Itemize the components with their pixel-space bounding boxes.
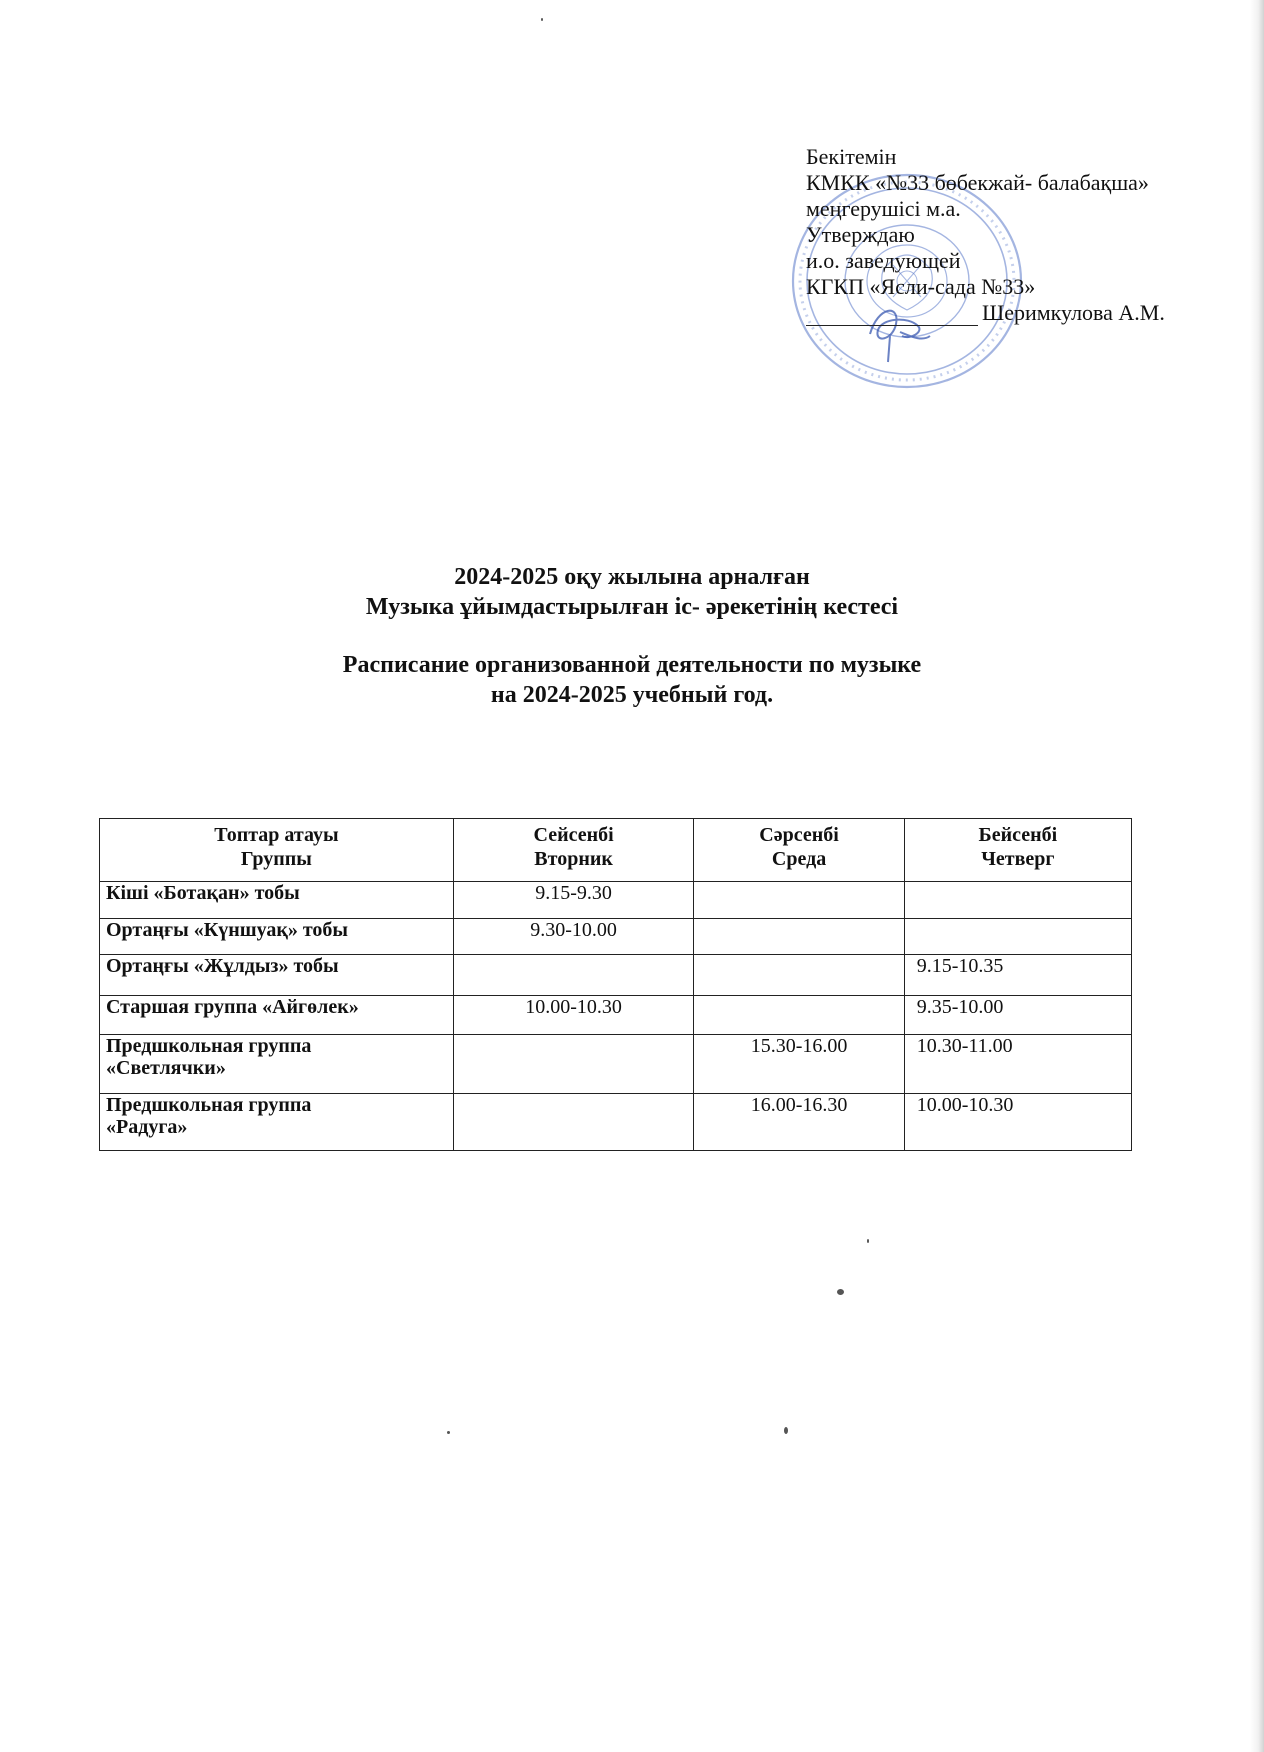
signature-underline	[806, 305, 978, 326]
scan-speck	[784, 1427, 788, 1434]
table-row	[100, 996, 1132, 1035]
tuesday-cell: 9.15-9.30	[453, 882, 693, 919]
document-title	[0, 562, 1264, 710]
header-wednesday	[694, 819, 904, 882]
title-ru-line2: на 2024-2025 учебный год.	[490, 682, 774, 708]
group-cell: Ортаңғы «Жұлдыз» тобы	[100, 955, 454, 996]
tuesday-cell: 10.00-10.30	[453, 996, 693, 1035]
header-thursday-ru: Четверг	[981, 848, 1055, 870]
table-row	[100, 919, 1132, 955]
wednesday-cell	[694, 955, 904, 996]
scan-speck	[867, 1239, 869, 1243]
group-cell	[100, 1094, 454, 1151]
thursday-cell: 9.35-10.00	[904, 996, 1131, 1035]
scan-edge-shadow	[1250, 0, 1264, 1752]
group-cell-line1: Предшкольная группа	[106, 1094, 312, 1116]
signatory-name: Шеримкулова А.М.	[982, 300, 1165, 325]
scan-speck	[447, 1431, 450, 1434]
group-cell-line2: «Радуга»	[106, 1116, 188, 1138]
header-thursday-kz: Бейсенбі	[978, 824, 1058, 846]
title-kz-line2: Музыка ұйымдастырылған іс- әрекетінің кестесі	[365, 594, 899, 620]
table-row	[100, 882, 1132, 919]
approval-block	[806, 144, 1226, 326]
wednesday-cell: 16.00-16.30	[694, 1094, 904, 1151]
header-tuesday	[453, 819, 693, 882]
tuesday-cell	[453, 1094, 693, 1151]
header-wednesday-kz: Сәрсенбі	[759, 824, 839, 846]
approval-line-approve-kz: Бекітемін	[806, 144, 897, 169]
group-cell	[100, 1035, 454, 1094]
tuesday-cell: 9.30-10.00	[453, 919, 693, 955]
thursday-cell: 10.00-10.30	[904, 1094, 1131, 1151]
scan-speck	[837, 1289, 844, 1295]
thursday-cell: 9.15-10.35	[904, 955, 1131, 996]
group-cell: Ортаңғы «Күншуақ» тобы	[100, 919, 454, 955]
thursday-cell: 10.30-11.00	[904, 1035, 1131, 1094]
thursday-cell	[904, 919, 1131, 955]
thursday-cell	[904, 882, 1131, 919]
wednesday-cell	[694, 996, 904, 1035]
group-cell-line2: «Светлячки»	[106, 1057, 226, 1079]
approval-line-position-kz: меңгерушісі м.а.	[806, 196, 961, 221]
signature-line	[806, 300, 1226, 326]
header-wednesday-ru: Среда	[771, 848, 827, 870]
table-row	[100, 955, 1132, 996]
group-cell: Старшая группа «Айгөлек»	[100, 996, 454, 1035]
title-ru-line1: Расписание организованной деятельности по музыке	[342, 652, 922, 678]
wednesday-cell	[694, 882, 904, 919]
header-tuesday-kz: Сейсенбі	[533, 824, 614, 846]
schedule-table	[99, 818, 1132, 1151]
group-cell-line1: Предшкольная группа	[106, 1035, 312, 1057]
approval-line-org-ru: КГКП «Ясли-сада №33»	[806, 274, 1036, 299]
header-groups-kz: Топтар атауы	[214, 824, 339, 846]
header-thursday	[904, 819, 1131, 882]
approval-line-approve-ru: Утверждаю	[806, 222, 915, 247]
wednesday-cell: 15.30-16.00	[694, 1035, 904, 1094]
group-cell: Кіші «Ботақан» тобы	[100, 882, 454, 919]
scan-speck	[541, 18, 543, 21]
approval-line-org-kz: КМКК «№33 бөбекжай- балабақша»	[806, 170, 1149, 195]
tuesday-cell	[453, 1035, 693, 1094]
header-groups	[100, 819, 454, 882]
header-tuesday-ru: Вторник	[534, 848, 613, 870]
table-header-row	[100, 819, 1132, 882]
table-row	[100, 1035, 1132, 1094]
tuesday-cell	[453, 955, 693, 996]
header-groups-ru: Группы	[240, 848, 312, 870]
title-kz-line1: 2024-2025 оқу жылына арналған	[454, 564, 810, 590]
wednesday-cell	[694, 919, 904, 955]
table-row	[100, 1094, 1132, 1151]
approval-line-position-ru: и.о. заведующей	[806, 248, 961, 273]
